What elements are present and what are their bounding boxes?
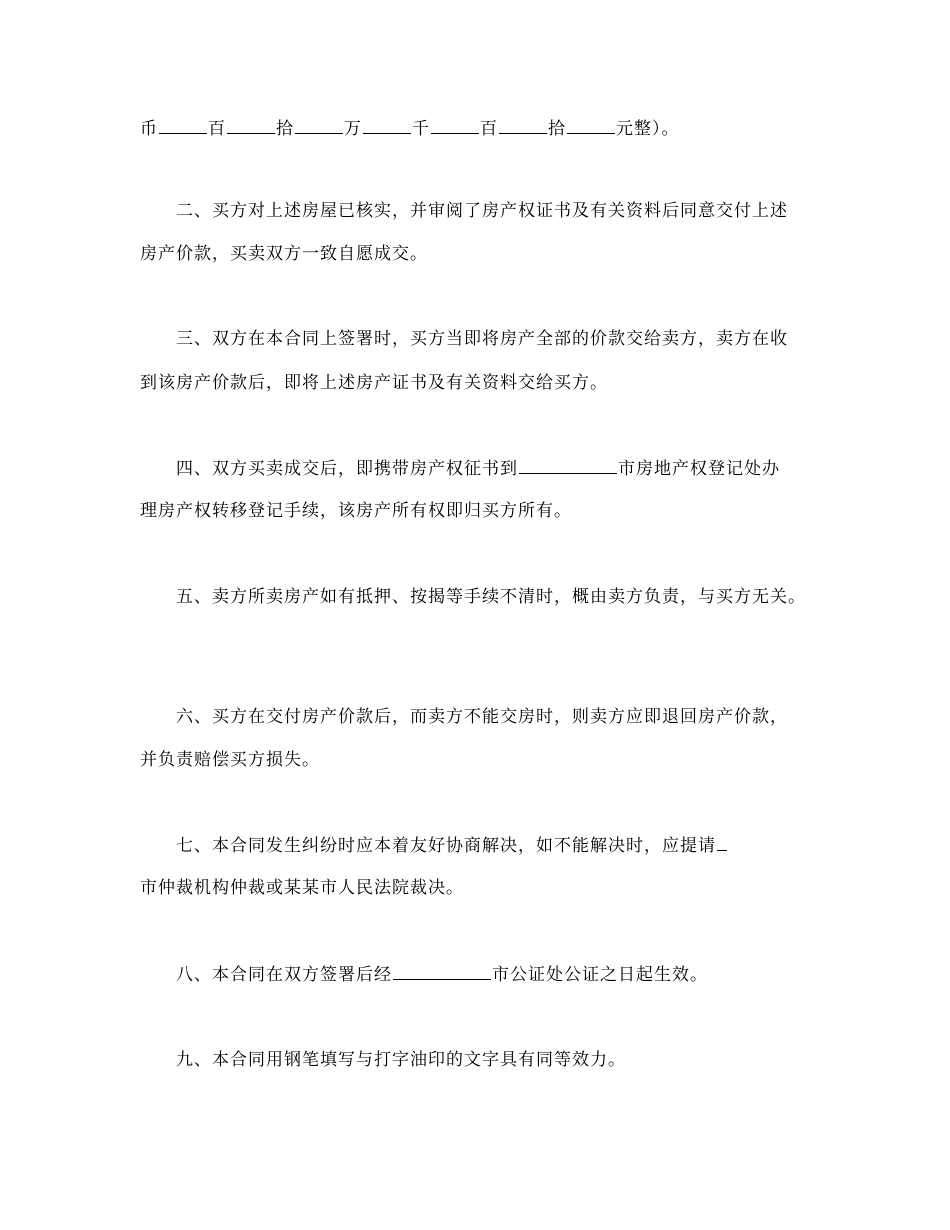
amount-suffix: 元整）。 xyxy=(616,119,680,139)
unit-label: 拾 xyxy=(276,119,294,139)
clause-4-line-1 xyxy=(176,457,780,480)
clause-2-line-1: 二、买方对上述房屋已核实，并审阅了房产权证书及有关资料后同意交付上述 xyxy=(176,201,788,221)
unit-label: 百 xyxy=(480,119,498,139)
clause-6-line-2: 并负责赔偿买方损失。 xyxy=(140,750,320,770)
clause-4-line-2: 理房产权转移登记手续，该房产所有权即归买方所有。 xyxy=(140,501,572,521)
clause-8-line-1 xyxy=(176,963,708,986)
clause-3-line-2: 到该房产价款后，即将上述房产证书及有关资料交给买方。 xyxy=(140,373,608,393)
notary-city-blank[interactable] xyxy=(393,963,491,980)
city-blank[interactable] xyxy=(519,457,617,474)
unit-label: 百 xyxy=(208,119,226,139)
clause-8-text-before-blank: 八、本合同在双方签署后经 xyxy=(176,965,392,985)
clause-7-line-1 xyxy=(176,834,728,857)
clause-7-line-2: 市仲裁机构仲裁或某某市人民法院裁决。 xyxy=(140,878,464,898)
clause-4-text-after-blank: 市房地产权登记处办 xyxy=(618,459,780,479)
clause-8-text-after-blank: 市公证处公证之日起生效。 xyxy=(492,965,708,985)
amount-blank[interactable] xyxy=(227,117,275,134)
amount-blank[interactable] xyxy=(499,117,547,134)
amount-in-words-line xyxy=(140,117,680,140)
amount-blank[interactable] xyxy=(567,117,615,134)
amount-blank[interactable] xyxy=(159,117,207,134)
unit-label: 拾 xyxy=(548,119,566,139)
clause-5-line-1: 五、卖方所卖房产如有抵押、按揭等手续不清时，概由卖方负责，与买方无关。 xyxy=(176,587,806,607)
clause-6-line-1: 六、买方在交付房产价款后，而卖方不能交房时，则卖方应即退回房产价款， xyxy=(176,707,788,727)
arbitration-city-blank[interactable] xyxy=(717,834,727,851)
amount-blank[interactable] xyxy=(363,117,411,134)
unit-label: 千 xyxy=(412,119,430,139)
currency-label: 币 xyxy=(140,119,158,139)
amount-blank[interactable] xyxy=(295,117,343,134)
clause-9-line-1: 九、本合同用钢笔填写与打字油印的文字具有同等效力。 xyxy=(176,1050,626,1070)
unit-label: 万 xyxy=(344,119,362,139)
clause-7-text: 七、本合同发生纠纷时应本着友好协商解决，如不能解决时，应提请 xyxy=(176,836,716,856)
clause-2-line-2: 房产价款，买卖双方一致自愿成交。 xyxy=(140,244,428,264)
clause-3-line-1: 三、双方在本合同上签署时，买方当即将房产全部的价款交给卖方，卖方在收 xyxy=(176,329,788,349)
clause-4-text-before-blank: 四、双方买卖成交后，即携带房产权征书到 xyxy=(176,459,518,479)
amount-blank[interactable] xyxy=(431,117,479,134)
